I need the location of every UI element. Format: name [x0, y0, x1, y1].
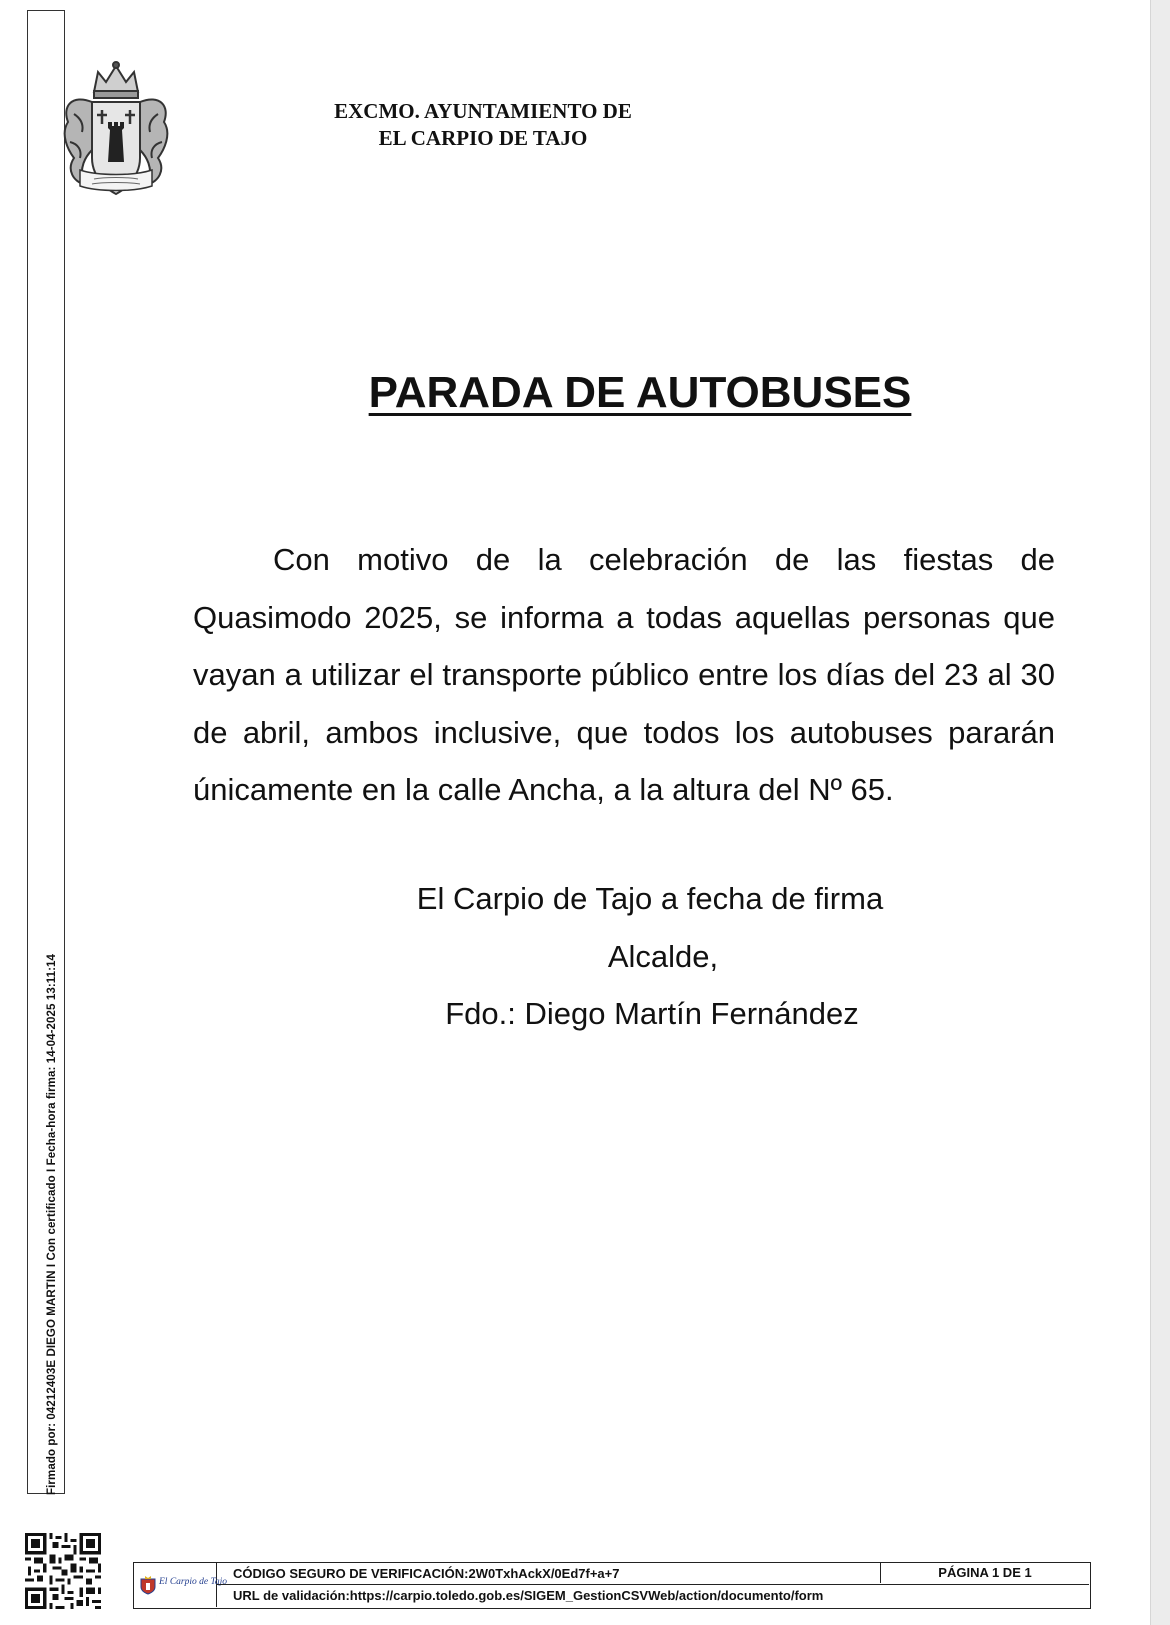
footer-logo-text: El Carpio de Tajo: [159, 1577, 228, 1587]
footer-logo: [134, 1563, 228, 1607]
notice-title: PARADA DE AUTOBUSES: [368, 368, 912, 417]
validation-url[interactable]: URL de validación:https://carpio.toledo.gob.es/SIGEM_GestionCSVWeb/action/documento/form: [233, 1588, 824, 1603]
coat-of-arms-icon: [58, 58, 174, 204]
town-crest-icon: [139, 1575, 157, 1595]
authority-line-1: EXCMO. AYUNTAMIENTO DE: [334, 99, 632, 123]
issuing-authority: [312, 98, 654, 152]
notice-body: Con motivo de la celebración de las fiestas de Quasimodo 2025, se informa a todas aquellas personas que vayan a utilizar el transporte público entre los días del 23 al 30 de abril, ambos inclusive, que todos los autobuses pararán únicamente en la calle Ancha, a la altura del Nº 65.: [193, 542, 1055, 807]
signature-role: Alcalde,: [607, 939, 719, 974]
verification-code: CÓDIGO SEGURO DE VERIFICACIÓN:2W0TxhAckX/0Ed7f+a+7: [233, 1566, 620, 1581]
qr-code-icon[interactable]: [25, 1533, 101, 1609]
verification-footer: [133, 1562, 1091, 1609]
signature-place-date: El Carpio de Tajo a fecha de firma: [416, 881, 884, 916]
page-indicator: PÁGINA 1 DE 1: [880, 1563, 1089, 1583]
footer-row-verification: [217, 1563, 1089, 1585]
page-edge: [1150, 0, 1170, 1625]
signature-stamp-text: Firmado por: 04212403E DIEGO MARTIN I Con certificado I Fecha-hora firma: 14-04-2025 13:11:14: [46, 953, 58, 1495]
signature-name: Fdo.: Diego Martín Fernández: [445, 996, 859, 1031]
authority-line-2: EL CARPIO DE TAJO: [378, 126, 588, 150]
